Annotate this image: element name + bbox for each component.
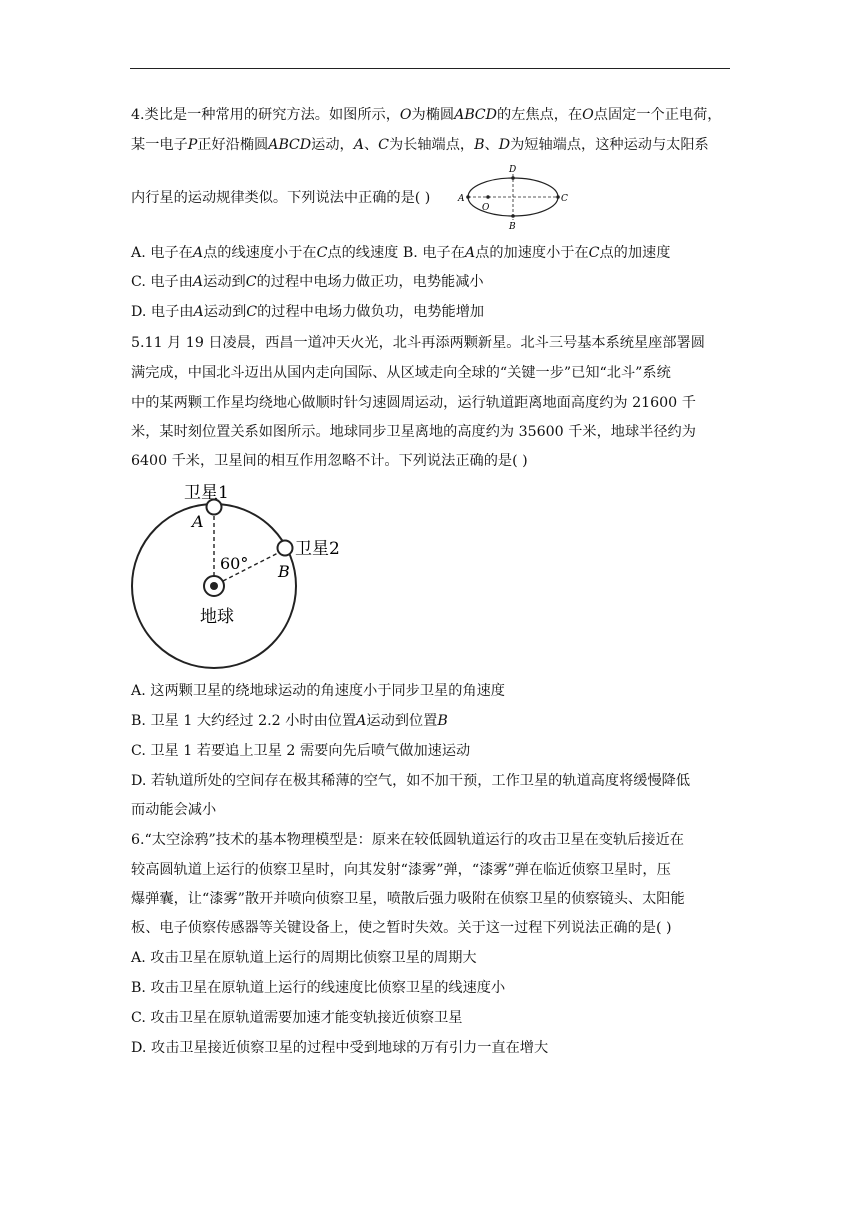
q4-stem-line-2: 某一电子𝑃正好沿椭圆𝐴𝐵𝐶𝐷运动，𝐴、𝐶为长轴端点，𝐵、𝐷为短轴端点，这种运动与太阳系 <box>131 137 709 153</box>
q6-stem-line-4: 板、电子侦察传感器等关键设备上，使之暂时失效。关于这一过程下列说法正确的是( ) <box>131 920 672 936</box>
ellipse-figure <box>454 160 574 234</box>
q4-stem-line-3-text: 内行星的运动规律类似。下列说法中正确的是( ) <box>131 190 431 206</box>
point-a <box>466 195 470 199</box>
q6-stem-line-2: 较高圆轨道上运行的侦察卫星时，向其发射“漆雾”弹，“漆雾”弹在临近侦察卫星时，压 <box>131 862 671 878</box>
q4-option-ab: A. 电子在𝐴点的线速度小于在𝐶点的线速度 B. 电子在𝐴点的加速度小于在𝐶点的加速度 <box>131 245 671 261</box>
label-c: C <box>561 194 568 204</box>
q6-option-a: A. 攻击卫星在原轨道上运行的周期比侦察卫星的周期大 <box>131 950 477 966</box>
label-satellite-1: 卫星1 <box>184 483 229 503</box>
point-b <box>511 214 515 218</box>
earth-core <box>210 582 218 590</box>
satellite-orbit-figure <box>120 476 360 680</box>
q6-stem-line-1: 6.“太空涂鸦”技术的基本物理模型是：原来在较低圆轨道运行的攻击卫星在变轨后接近在 <box>131 832 684 848</box>
q5-stem-line-5: 6400 千米，卫星间的相互作用忽略不计。下列说法正确的是( ) <box>131 453 528 469</box>
q6-option-d: D. 攻击卫星接近侦察卫星的过程中受到地球的万有引力一直在增大 <box>131 1040 549 1056</box>
q6-option-b: B. 攻击卫星在原轨道上运行的线速度比侦察卫星的线速度小 <box>131 980 506 996</box>
label-position-b: B <box>278 562 290 581</box>
focus-o <box>486 195 490 199</box>
q5-stem-line-1: 5.11 月 19 日凌晨，西昌一道冲天火光，北斗再添两颗新星。北斗三号基本系统星座部署圆 <box>131 335 705 351</box>
header-rule <box>130 68 730 69</box>
q4-option-d: D. 电子由𝐴运动到𝐶的过程中电场力做负功，电势能增加 <box>131 304 485 320</box>
q6-stem-line-3: 爆弹囊，让“漆雾”散开并喷向侦察卫星，喷散后强力吸附在侦察卫星的侦察镜头、太阳能 <box>131 891 685 907</box>
q5-stem-line-4: 米，某时刻位置关系如图所示。地球同步卫星离地的高度约为 35600 千米，地球半径约为 <box>131 424 696 440</box>
label-angle: 60° <box>220 554 249 573</box>
label-position-a: A <box>192 512 204 531</box>
satellite-2-icon <box>278 541 293 556</box>
point-c <box>556 195 560 199</box>
q5-option-d-line-2: 而动能会减小 <box>131 802 217 818</box>
label-d: D <box>509 165 517 175</box>
q4-option-c: C. 电子由𝐴运动到𝐶的过程中电场力做正功，电势能减小 <box>131 274 484 290</box>
q5-option-a: A. 这两颗卫星的绕地球运动的角速度小于同步卫星的角速度 <box>131 683 505 699</box>
label-a: A <box>458 194 465 204</box>
point-d <box>511 176 515 180</box>
label-b: B <box>509 222 516 232</box>
label-satellite-2: 卫星2 <box>295 539 340 559</box>
label-earth: 地球 <box>200 607 234 627</box>
label-o: O <box>482 203 490 213</box>
q5-stem-line-2: 满完成，中国北斗迈出从国内走向国际、从区域走向全球的“关键一步”已知“北斗”系统 <box>131 365 671 381</box>
q6-option-c: C. 攻击卫星在原轨道需要加速才能变轨接近侦察卫星 <box>131 1010 463 1026</box>
q5-stem-line-3: 中的某两颗工作星均绕地心做顺时针匀速圆周运动，运行轨道距离地面高度约为 21600 千 <box>131 395 696 411</box>
q5-option-c: C. 卫星 1 若要追上卫星 2 需要向先后喷气做加速运动 <box>131 743 471 759</box>
q5-option-d-line-1: D. 若轨道所处的空间存在极其稀薄的空气，如不加干预，工作卫星的轨道高度将缓慢降低 <box>131 773 691 789</box>
q5-option-b: B. 卫星 1 大约经过 2.2 小时由位置𝐴运动到位置𝐵 <box>131 713 448 729</box>
q4-stem-line-3 <box>131 188 430 208</box>
q4-stem-line-1: 4.类比是一种常用的研究方法。如图所示，𝑂为椭圆𝐴𝐵𝐶𝐷的左焦点，在𝑂点固定一个正电荷， <box>131 107 722 123</box>
